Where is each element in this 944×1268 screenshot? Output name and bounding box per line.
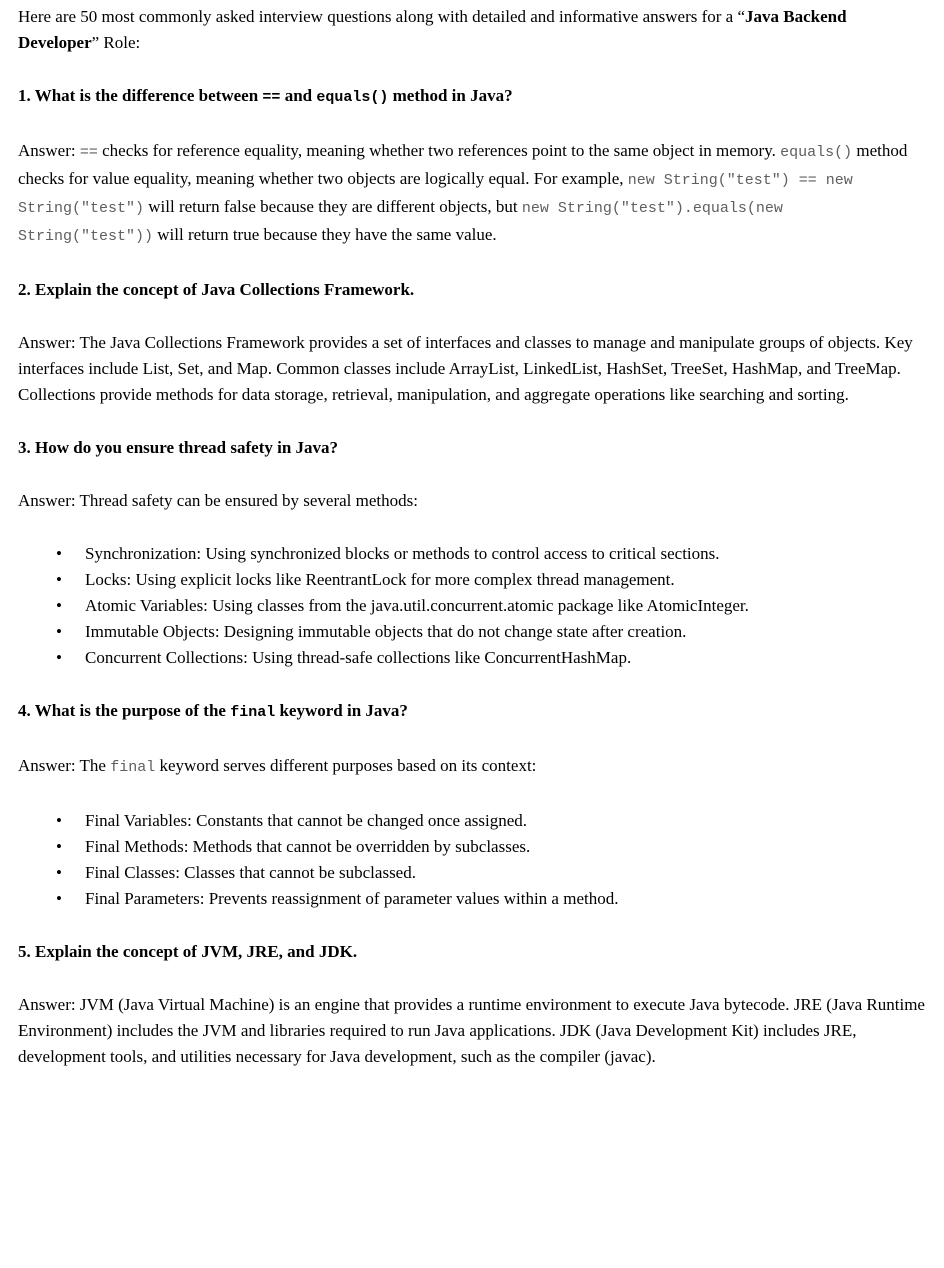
text-run: 4. What is the purpose of the — [18, 701, 231, 720]
question-2-answer — [18, 330, 926, 408]
inline-code: new String("test").equals(new String("test")) — [18, 200, 783, 245]
list-item: • Synchronization: Using synchronized blocks or methods to control access to critical sections. — [18, 541, 926, 567]
final-keyword-list — [18, 808, 926, 912]
text-run: method checks for value equality, meaning whether two objects are logically equal. For example, — [18, 141, 908, 188]
inline-code: new String("test") == new String("test") — [18, 172, 853, 217]
text-run: and — [280, 86, 317, 105]
text-run: ” Role: — [91, 33, 141, 52]
question-section-3 — [18, 435, 926, 671]
text-run: Answer: JVM (Java Virtual Machine) is an engine that provides a runtime environment to execute Java bytecode. JRE (Java Runtime Environment) includes the JVM and libraries required to run Java applications. JDK (Java Development Kit) includes JRE, development tools, and utilities necessary for Java development, such as the compiler (javac). — [18, 995, 925, 1066]
text-run: 5. Explain the concept of JVM, JRE, and JDK. — [18, 942, 358, 961]
text-run: keyword serves different purposes based on its context: — [155, 756, 537, 775]
text-run: checks for reference equality, meaning whether two references point to the same object in memory. — [97, 141, 781, 160]
inline-code: == — [262, 89, 281, 106]
text-run: 2. Explain the concept of Java Collections Framework. — [18, 280, 415, 299]
text-run: Answer: The Java Collections Framework provides a set of interfaces and classes to manage and manipulate groups of objects. Key interfaces include List, Set, and Map. Common classes include ArrayList, LinkedList, HashSet, TreeSet, HashMap, and TreeMap. Collections provide methods for data storage, retrieval, manipulation, and aggregate operations like searching and sorting. — [18, 333, 913, 404]
list-item: • Final Methods: Methods that cannot be overridden by subclasses. — [18, 834, 926, 860]
question-3-heading — [18, 435, 926, 461]
text-run: will return true because they have the same value. — [153, 225, 497, 244]
inline-code: equals() — [316, 89, 389, 106]
intro-paragraph — [18, 4, 926, 56]
question-section-5 — [18, 939, 926, 1070]
thread-safety-list — [18, 541, 926, 671]
list-item: • Atomic Variables: Using classes from the java.util.concurrent.atomic package like AtomicInteger. — [18, 593, 926, 619]
list-item: • Final Variables: Constants that cannot be changed once assigned. — [18, 808, 926, 834]
inline-code: equals() — [780, 144, 853, 161]
question-5-answer — [18, 992, 926, 1070]
question-4-heading — [18, 698, 926, 726]
list-item: • Final Classes: Classes that cannot be subclassed. — [18, 860, 926, 886]
list-item: • Locks: Using explicit locks like ReentrantLock for more complex thread management. — [18, 567, 926, 593]
list-item: • Final Parameters: Prevents reassignment of parameter values within a method. — [18, 886, 926, 912]
text-run: 1. What is the difference between — [18, 86, 263, 105]
text-run: Answer: The — [18, 756, 111, 775]
question-1-heading — [18, 83, 926, 111]
question-2-heading — [18, 277, 926, 303]
inline-code: final — [230, 704, 276, 721]
question-1-answer — [18, 138, 926, 250]
list-item: • Immutable Objects: Designing immutable objects that do not change state after creation. — [18, 619, 926, 645]
question-5-heading — [18, 939, 926, 965]
text-run: will return false because they are different objects, but — [144, 197, 522, 216]
text-run: Java Backend Developer — [18, 7, 847, 52]
text-run: Answer: Thread safety can be ensured by several methods: — [18, 491, 418, 510]
question-4-answer — [18, 753, 926, 781]
inline-code: final — [110, 759, 156, 776]
inline-code: == — [79, 144, 98, 161]
text-run: method in Java? — [388, 86, 513, 105]
text-run: keyword in Java? — [275, 701, 408, 720]
question-section-2 — [18, 277, 926, 408]
text-run: Here are 50 most commonly asked interview questions along with detailed and informative answers for a “ — [18, 7, 746, 26]
text-run: 3. How do you ensure thread safety in Java? — [18, 438, 339, 457]
question-3-answer — [18, 488, 926, 514]
text-run: Answer: — [18, 141, 80, 160]
question-section-4 — [18, 698, 926, 912]
question-section-1 — [18, 83, 926, 250]
list-item: • Concurrent Collections: Using thread-safe collections like ConcurrentHashMap. — [18, 645, 926, 671]
